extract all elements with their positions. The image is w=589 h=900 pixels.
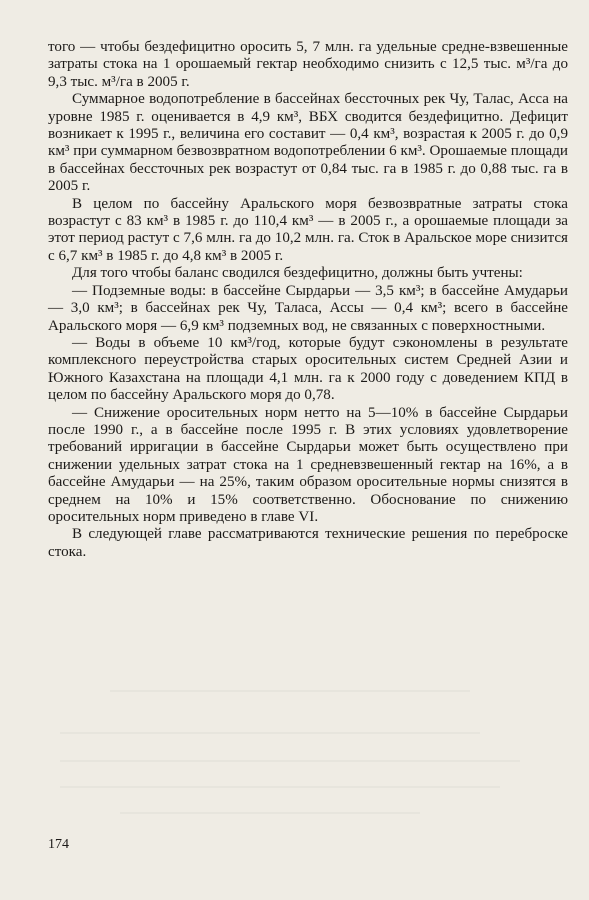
show-through-line	[60, 760, 520, 762]
page-number: 174	[48, 837, 69, 852]
paragraph-aral-total: В целом по бассейну Аральского моря безвозвратные затраты стока возрастут с 83 км³ в 1985 г. до 110,4 км³ — в 2005 г., а орошаемые площади за этот период растут с 7,6 млн. га до 10,2 млн. га. Сток в Аральское море снизится с 6,7 км³ в 1985 г. до 4,8 км³ в 2005 г.	[48, 195, 568, 264]
paragraph-next-chapter: В следующей главе рассматриваются технические решения по переброске стока.	[48, 526, 568, 560]
paragraph-irrigation-norms: — Снижение оросительных норм нетто на 5—10% в бассейне Сырдарьи после 1990 г., а в бассейне после 1995 г. В этих условиях удовлетворение требований ирригации в бассейне Сырдарьи может быть осуществлено при снижении удельных затрат стока на 1 средневзвешенный гектар на 16%, а в бассейне Амударьи — на 25%, таким образом оросительные нормы снизятся в среднем на 10% и 15% соответственно. Обоснование по снижению оросительных норм приведено в главе VI.	[48, 404, 568, 525]
paragraph-balance-conditions: Для того чтобы баланс сводился бездефицитно, должны быть учтены:	[72, 265, 523, 282]
show-through-line	[60, 786, 500, 788]
show-through-line	[110, 690, 470, 692]
show-through-line	[120, 812, 420, 814]
paragraph-continuation: того — чтобы бездефицитно оросить 5, 7 млн. га удельные средне-взвешенные затраты стока на 1 орошаемый гектар необходимо снизить с 12,5 тыс. м³/га до 9,3 тыс. м³/га в 2005 г.	[48, 39, 568, 90]
show-through-line	[60, 732, 480, 734]
paragraph-closed-basins: Суммарное водопотребление в бассейнах бессточных рек Чу, Талас, Асса на уровне 1985 г. оценивается в 4,9 км³, ВБХ сводится бездефицитно. Дефицит возникает к 1995 г., величина его составит — 0,4 км³, возрастая к 2005 г. до 0,9 км³ при суммарном безвозвратном водопотреблении 6 км³. Орошаемые площади в бассейнах бессточных рек возрастут от 0,84 тыс. га в 1985 г. до 0,88 тыс. га в 2005 г.	[48, 91, 568, 195]
paragraph-water-savings: — Воды в объеме 10 км³/год, которые будут сэкономлены в результате комплексного переустройства старых оросительных систем Средней Азии и Южного Казахстана на площади 4,1 млн. га к 2000 году с доведением КПД в целом по бассейну Аральского моря до 0,78.	[48, 334, 568, 404]
body-text	[48, 39, 568, 561]
paragraph-groundwater: — Подземные воды: в бассейне Сырдарьи — 3,5 км³; в бассейне Амударьи — 3,0 км³; в бассейнах рек Чу, Таласа, Ассы — 0,4 км³; всего в бассейне Аральского моря — 6,9 км³ подземных вод, не связанных с поверхностными.	[48, 282, 568, 334]
